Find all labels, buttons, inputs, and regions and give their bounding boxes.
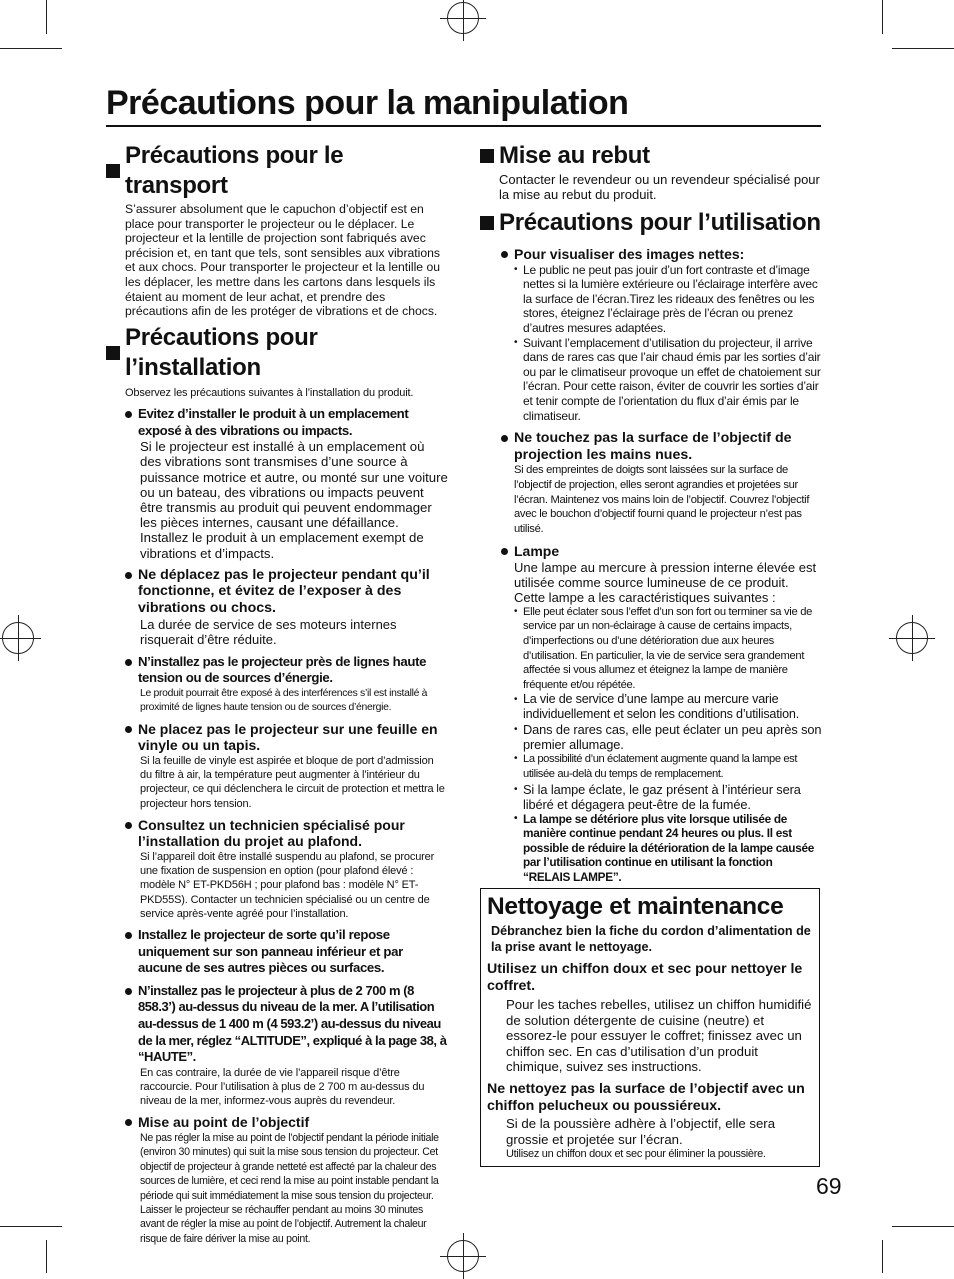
bullet-icon — [125, 411, 132, 418]
list-item: • La vie de service d’une lampe au mercure varie individuellement et selon les conditions d’utilisation. — [514, 692, 822, 722]
usage-lamp-body: Une lampe au mercure à pression interne élevée est utilisée comme source lumineuse de ce produit. Cette lampe a les caractéristiques suivantes : — [514, 559, 817, 605]
square-bullet-icon — [480, 216, 494, 230]
usage-heading — [480, 208, 822, 238]
usage-lamp — [480, 543, 822, 884]
cleaning-lens-head: Ne nettoyez pas la surface de l’objectif avec un chiffon pelucheux ou poussiéreux. — [487, 1080, 805, 1114]
installation-item-body: Le produit pourrait être exposé à des interférences s’il est installé à proximité de lignes haute tension ou de sources d’énergie. — [140, 687, 428, 713]
crop-mark — [882, 0, 883, 34]
list-item: • Suivant l’emplacement d’utilisation du projecteur, il arrive dans de rares cas que l’air chaud émis par les sorties d’air ou par le climatiseur provoque un effet de chatoiement sur l’écran. Pour cette raison, éviter de couvrir les sorties d’air et tenir compte de l’orientation du flux d’air émis par le climatiseur. — [514, 336, 822, 424]
usage-lamp-head: Lampe — [480, 543, 822, 560]
usage-images — [480, 246, 822, 423]
right-column — [480, 140, 822, 885]
installation-item-body: Si l’appareil doit être installé suspendu au plafond, se procurer une fixation de suspension en option (pour plafond élevé : modèle N° ET-PKD56H ; pour plafond bas : modèle N° ET-PKD55S). Contacter un technicien spécialisé ou un centre de service après-vente agréé pour l’installation. — [140, 850, 435, 920]
list-item: • La lampe se détériore plus vite lorsque utilisée de manière continue pendant 24 heures ou plus. Il est possible de réduire la détérioration de la lampe causée par l’utilisation continue en utilisant la fonction “RELAIS LAMPE”. — [514, 812, 822, 885]
installation-item-head: Ne placez pas le projecteur sur une feuille en vinyle ou un tapis. — [106, 721, 448, 754]
installation-heading-text: Précautions pour l’installation — [125, 323, 318, 381]
installation-intro: Observez les précautions suivantes à l’installation du produit. — [125, 386, 414, 399]
installation-item — [106, 567, 448, 647]
usage-lens-head: Ne touchez pas la surface de l’objectif de projection les mains nues. — [480, 430, 822, 463]
installation-item-head: Installez le projecteur de sorte qu’il repose uniquement sur son panneau inférieur et par aucune de ses autres pièces ou surfaces. — [106, 927, 448, 977]
installation-item-body: En cas contraire, la durée de vie l’appareil risque d’être raccourcie. Pour l’utilisation à plus de 2 700 m au-dessus du niveau de la mer, informez-vous auprès du revendeur. — [140, 1066, 425, 1108]
square-bullet-icon — [106, 164, 120, 178]
crop-mark — [46, 1240, 47, 1273]
usage-lens-body: Si des empreintes de doigts sont laissées sur la surface de l’objectif de projection, elles seront agrandies et projetées sur l’écran. Maintenez vos mains loin de l’objectif. Couvrez l’objectif avec le bouchon d’objectif fourni quand le projecteur n’est pas utilisé. — [514, 464, 810, 535]
bullet-icon — [125, 822, 132, 829]
installation-item-body: La durée de service de ses moteurs internes risquerait d’être réduite. — [140, 616, 397, 647]
cleaning-warning: Débranchez bien la fiche du cordon d’alimentation de la prise avant le nettoyage. — [491, 924, 811, 954]
page-title: Précautions pour la manipulation — [106, 84, 629, 122]
installation-item-body: Si le projecteur est installé à un emplacement où des vibrations sont transmises d’une source à puissance motrice et autre, ou monté sur une voiture ou un bateau, des vibrations ou impacts peuvent être transmis au produit qui peuvent endommager les pièces internes, causant une défaillance. Installez le produit à un emplacement exempt de vibrations et d’impacts. — [140, 439, 448, 561]
usage-heading-text: Précautions pour l’utilisation — [499, 209, 821, 236]
title-rule — [106, 125, 821, 127]
registration-mark-icon — [2, 622, 34, 654]
bullet-icon — [125, 659, 132, 666]
list-item: • Si la lampe éclate, le gaz présent à l’intérieur sera libéré et dégagera peut-être de la fumée. — [514, 782, 822, 812]
square-bullet-icon — [106, 346, 120, 360]
usage-lamp-list — [480, 605, 822, 885]
transport-heading — [106, 141, 448, 201]
cleaning-box — [480, 888, 820, 1167]
bullet-icon — [125, 988, 132, 995]
installation-item-head: N’installez pas le projecteur à plus de 2 700 m (8 858.3’) au-dessus du niveau de la mer. A l’utilisation au-dessus de 1 400 m (4 593.2’) au-dessus du niveau de la mer, réglez “ALTITUDE”, expliqué à la page 38, à “HAUTE”. — [106, 983, 448, 1066]
transport-heading-text: Précautions pour le transport — [125, 142, 344, 199]
bullet-icon — [125, 572, 132, 579]
crop-mark — [0, 48, 62, 49]
installation-item — [106, 654, 448, 715]
cleaning-cabinet-head: Utilisez un chiffon doux et sec pour nettoyer le coffret. — [487, 961, 803, 994]
bullet-icon — [125, 1119, 132, 1126]
installation-item-head: Evitez d’installer le produit à un emplacement exposé à des vibrations ou impacts. — [106, 406, 448, 439]
disposal-heading-text: Mise au rebut — [499, 142, 650, 169]
cleaning-heading: Nettoyage et maintenance — [487, 893, 784, 920]
left-column — [106, 140, 448, 1246]
disposal-heading — [480, 141, 822, 171]
usage-images-head: Pour visualiser des images nettes: — [480, 246, 822, 263]
crop-mark — [46, 0, 47, 34]
registration-mark-icon — [447, 2, 479, 34]
installation-item — [106, 817, 448, 921]
bullet-icon — [125, 726, 132, 733]
list-item: • Elle peut éclater sous l’effet d’un son fort ou terminer sa vie de service par un non-éclairage à cause de certains impacts, d’imperfections ou d’une détérioration due aux heures d’utilisation. En particulier, la vie de service sera grandement affectée si vous allumez et éteignez la lampe de manière fréquente et/ou répétée. — [514, 605, 822, 693]
square-bullet-icon — [480, 149, 494, 163]
bullet-icon — [501, 548, 508, 555]
usage-images-list — [480, 263, 822, 424]
crop-mark — [892, 48, 954, 49]
cleaning-lens-note: Utilisez un chiffon doux et sec pour éliminer la poussière. — [506, 1148, 766, 1161]
installation-item-head: Mise au point de l’objectif — [106, 1114, 448, 1131]
installation-item — [106, 1114, 448, 1246]
crop-mark — [0, 1226, 62, 1227]
transport-body: S’assurer absolument que le capuchon d’objectif est en place pour transporter le projecteur ou le déplacer. Le projecteur et la lentille de projection sont fabriqués avec précision et, en tant que tels, sont sensibles aux vibrations et aux chocs. Pour transporter le projecteur et la lentille ou les déplacer, les mettre dans les cartons dans lesquels ils étaient au moment de leur achat, et prendre des précautions afin de les protéger de vibrations et de chocs. — [125, 202, 441, 319]
installation-item-head: Ne déplacez pas le projecteur pendant qu’il fonctionne, et évitez de l’exposer à des vibrations ou chocs. — [106, 567, 448, 617]
installation-item-body: Ne pas régler la mise au point de l’objectif pendant la période initiale (environ 30 minutes) qui suit la mise sous tension du projecteur. Cet objectif de projecteur à grande netteté est affecté par la chaleur des sources de lumière, et ceci rend la mise au point instable pendant la période qui suit immédiatement la mise sous tension du projecteur. Laisser le projecteur se réchauffer pendant au moins 30 minutes avant de régler la mise au point de l’objectif. Autrement la chaleur risque de faire dériver la mise au point. — [140, 1131, 439, 1245]
list-item: • La possibilité d’un éclatement augmente quand la lampe est utilisée au-delà du temps de remplacement. — [514, 752, 822, 781]
registration-mark-icon — [447, 1240, 479, 1272]
installation-item — [106, 927, 448, 977]
cleaning-cabinet-body: Pour les taches rebelles, utilisez un chiffon humidifié de solution détergente de cuisine (neutre) et essorez-le pour essuyer le coffret; finissez avec un chiffon sec. En cas d’utilisation d’un produit chimique, suivez ses instructions. — [506, 997, 812, 1075]
installation-item-head: Consultez un technicien spécialisé pour l’installation du projet au plafond. — [106, 817, 448, 850]
bullet-icon — [501, 251, 508, 258]
bullet-icon — [501, 435, 508, 442]
list-item: • Dans de rares cas, elle peut éclater un peu après son premier allumage. — [514, 722, 822, 752]
registration-mark-icon — [896, 622, 928, 654]
cleaning-lens-body: Si de la poussière adhère à l’objectif, elle sera grossie et projetée sur l’écran. — [506, 1115, 776, 1147]
installation-item — [106, 721, 448, 811]
usage-lens — [480, 430, 822, 536]
installation-item — [106, 406, 448, 561]
bullet-icon — [125, 932, 132, 939]
installation-item-head: N’installez pas le projecteur près de lignes haute tension ou de sources d’énergie. — [106, 654, 448, 687]
list-item: • Le public ne peut pas jouir d’un fort contraste et d’image nettes si la lumière extérieure ou l’éclairage interfère avec la surface de l’écran.Tirez les rideaux des fenêtres ou les stores, éteignez l’éclairage près de l’écran ou prenez d’autres mesures adaptées. — [514, 263, 822, 336]
disposal-body: Contacter le revendeur ou un revendeur spécialisé pour la mise au rebut du produit. — [499, 172, 820, 202]
installation-heading — [106, 323, 448, 383]
crop-mark — [882, 1240, 883, 1273]
page-number: 69 — [816, 1173, 842, 1199]
installation-item-body: Si la feuille de vinyle est aspirée et bloque de port d’admission du filtre à air, la température peut augmenter à l’intérieur du projecteur, ce qui déclenchera le circuit de protection et mettra le projecteur hors tension. — [140, 754, 445, 810]
crop-mark — [892, 1226, 954, 1227]
installation-item — [106, 983, 448, 1109]
